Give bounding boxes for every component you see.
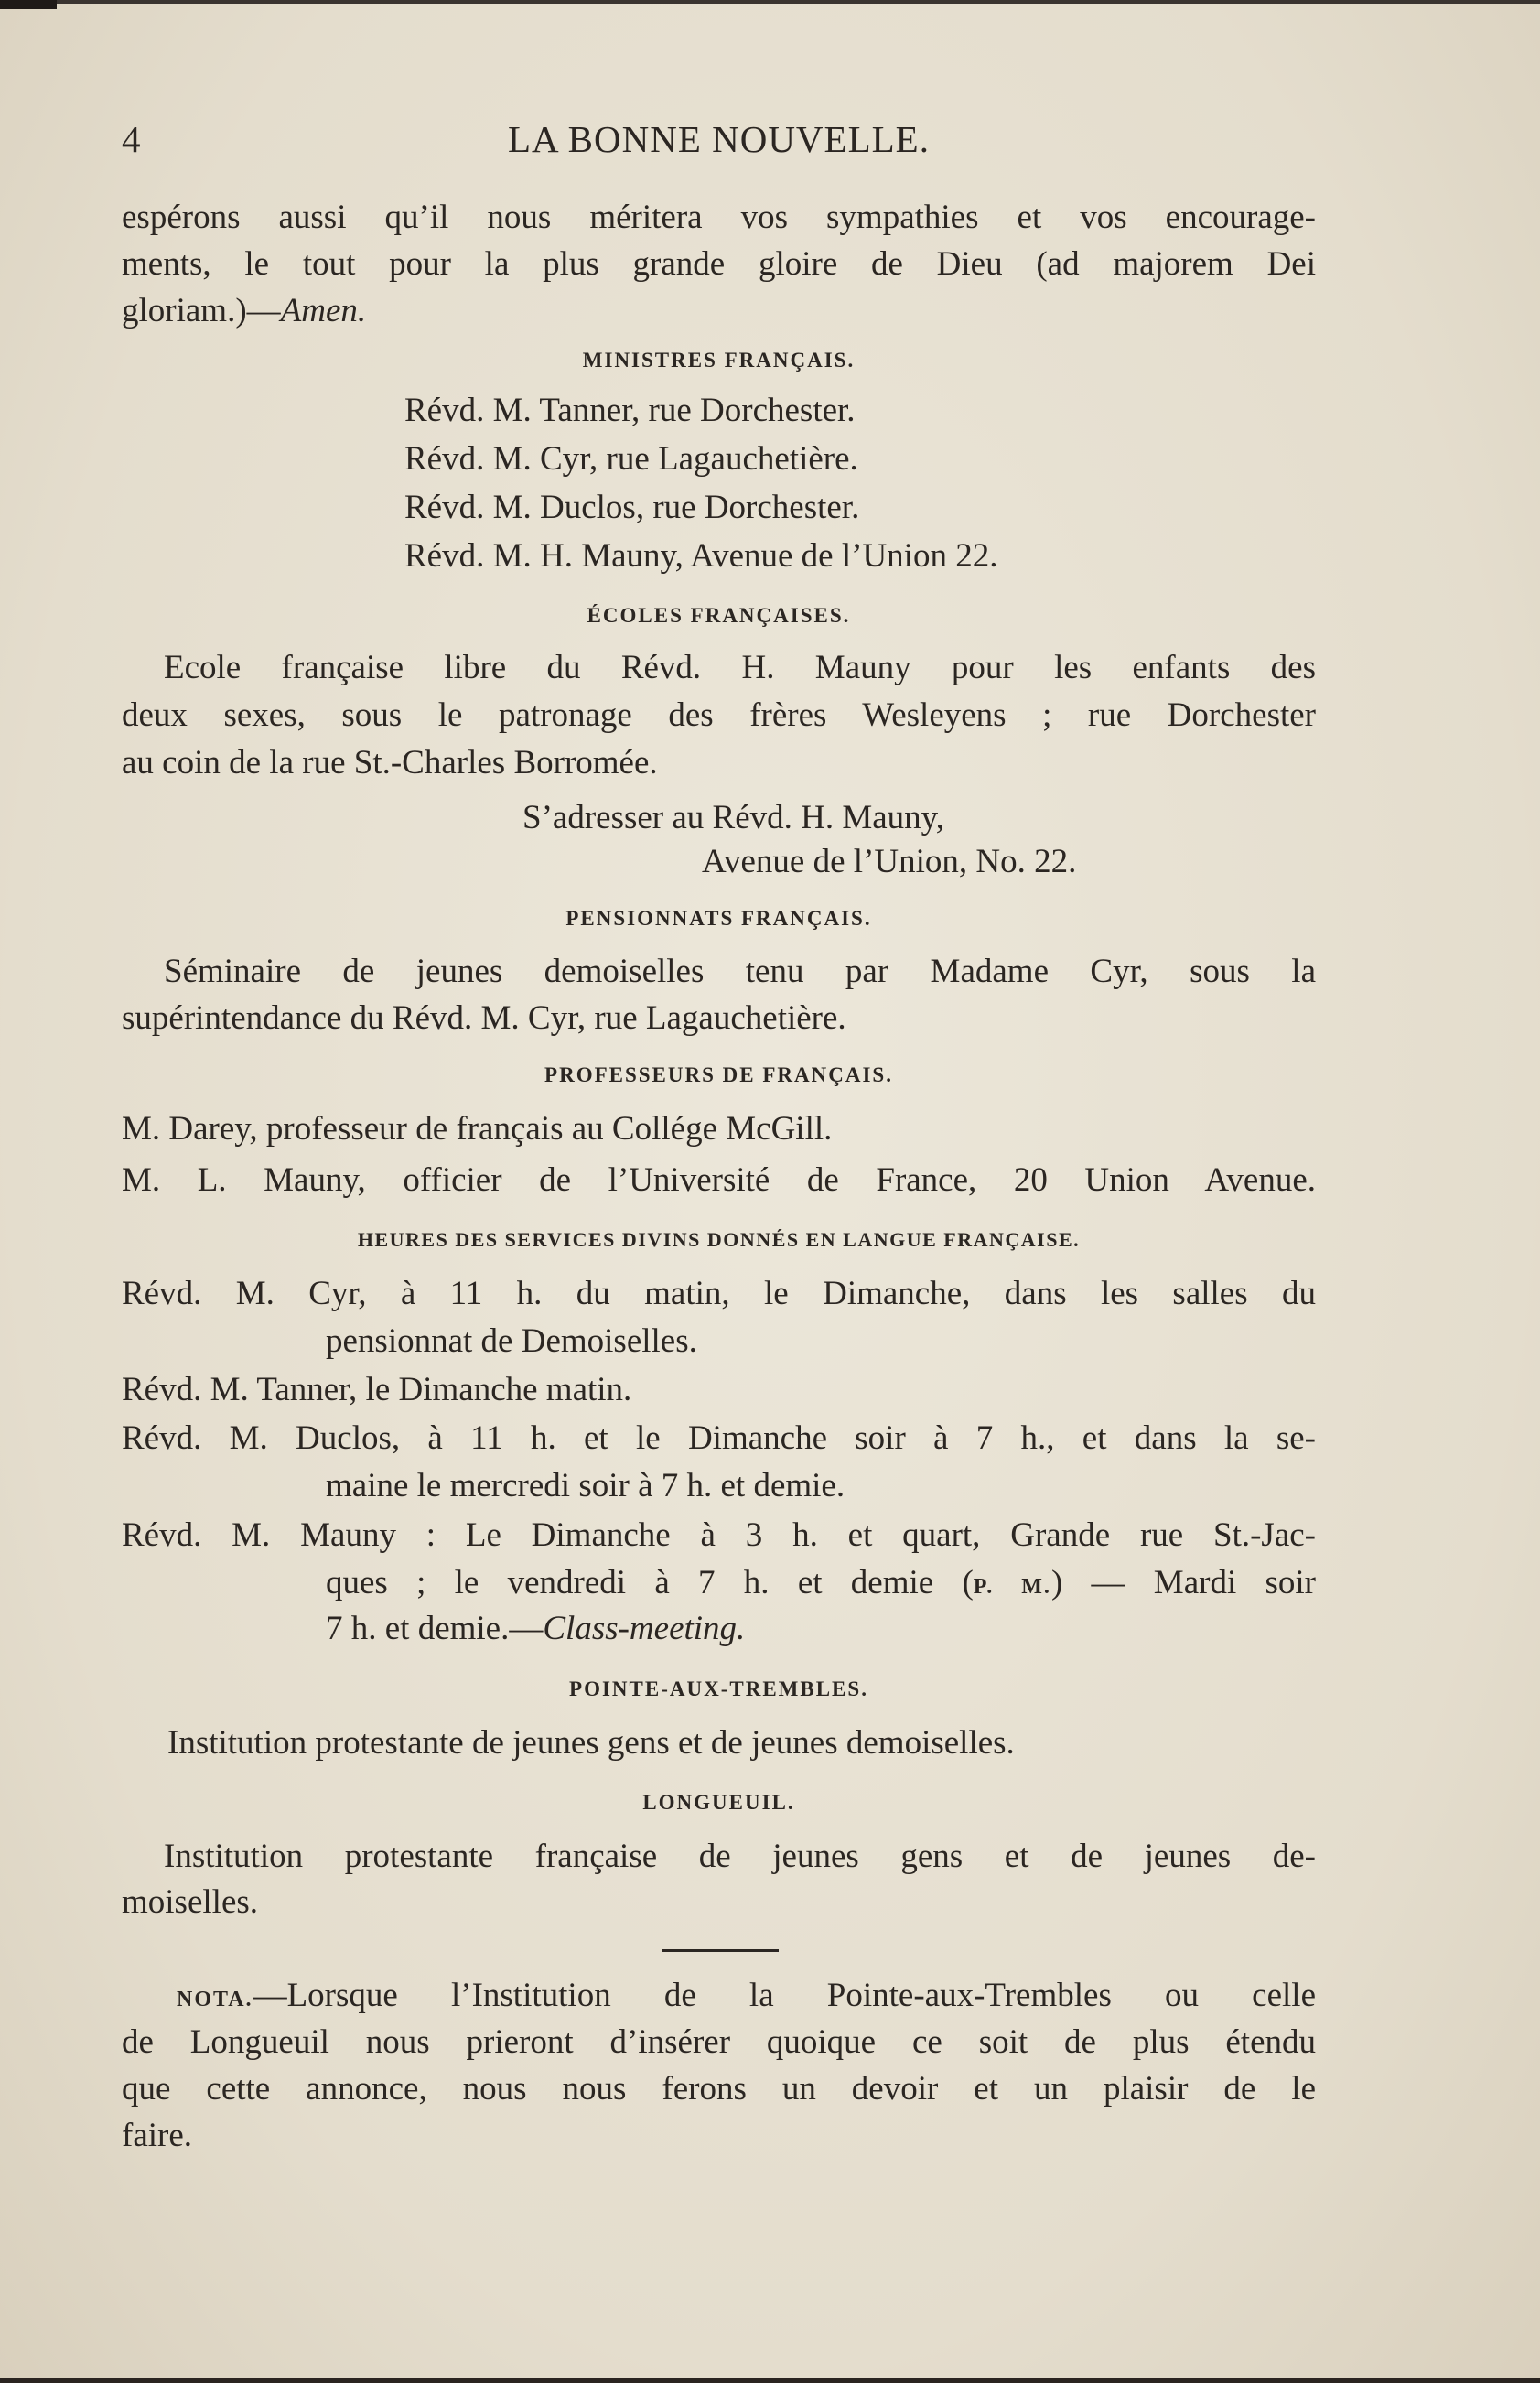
heures-line: Révd. M. Mauny : Le Dimanche à 3 h. et quart, Grande rue St.-Jac- <box>122 1516 1316 1554</box>
longueuil-line: Institution protestante française de jeunes gens et de jeunes de- <box>164 1838 1316 1875</box>
intro-line: ments, le tout pour la plus grande gloire de Dieu (ad majorem Dei <box>122 245 1316 283</box>
heures-line: Révd. M. Duclos, à 11 h. et le Dimanche soir à 7 h., et dans la se- <box>122 1419 1316 1457</box>
ecoles-line: au coin de la rue St.-Charles Borromée. <box>122 744 658 782</box>
pointe-heading: POINTE-AUX-TREMBLES. <box>569 1677 868 1700</box>
pensionnats-line: supérintendance du Révd. M. Cyr, rue Lagauchetière. <box>122 999 846 1037</box>
section-divider <box>662 1949 779 1952</box>
ministres-heading: MINISTRES FRANÇAIS. <box>582 349 856 372</box>
ecoles-address: Avenue de l’Union, No. 22. <box>702 843 1077 880</box>
running-title: LA BONNE NOUVELLE. <box>508 118 930 160</box>
nota-line: de Longueuil nous prieront d’insérer quoique ce soit de plus étendu <box>122 2023 1316 2061</box>
pensionnats-heading: PENSIONNATS FRANÇAIS. <box>565 907 872 930</box>
minister-item: Révd. M. Cyr, rue Lagauchetière. <box>404 440 858 478</box>
minister-item: Révd. M. Tanner, rue Dorchester. <box>404 392 856 429</box>
heures-line: ques ; le vendredi à 7 h. et demie (P. M.) — Mardi soir <box>326 1564 1316 1601</box>
longueuil-heading: LONGUEUIL. <box>642 1791 795 1814</box>
nota-line: faire. <box>122 2117 193 2154</box>
ecoles-heading: ÉCOLES FRANÇAISES. <box>587 604 851 627</box>
pointe-line: Institution protestante de jeunes gens et de jeunes demoiselles. <box>167 1724 1015 1762</box>
professeurs-heading: PROFESSEURS DE FRANÇAIS. <box>544 1063 893 1086</box>
heures-line: maine le mercredi soir à 7 h. et demie. <box>326 1467 845 1504</box>
professeurs-line: M. Darey, professeur de français au Collége McGill. <box>122 1110 833 1148</box>
intro-line: espérons aussi qu’il nous méritera vos sympathies et vos encourage- <box>122 199 1316 236</box>
heures-line: Révd. M. Tanner, le Dimanche matin. <box>122 1371 632 1408</box>
heures-line-closing: 7 h. et demie.—Class-meeting. <box>326 1610 746 1647</box>
page-top-edge <box>0 0 1540 4</box>
minister-item: Révd. M. H. Mauny, Avenue de l’Union 22. <box>404 537 998 575</box>
minister-item: Révd. M. Duclos, rue Dorchester. <box>404 489 860 526</box>
page-bottom-edge <box>0 2378 1540 2383</box>
page-corner-mark <box>0 0 57 9</box>
amen-text: Amen. <box>280 292 367 329</box>
heures-heading: HEURES DES SERVICES DIVINS DONNÉS EN LANGUE FRANÇAISE. <box>357 1228 1081 1251</box>
heures-line: pensionnat de Demoiselles. <box>326 1322 697 1360</box>
nota-label: NOTA. <box>177 1988 253 2011</box>
ecoles-address: S’adresser au Révd. H. Mauny, <box>522 799 945 836</box>
nota-line: que cette annonce, nous nous ferons un devoir et un plaisir de le <box>122 2070 1316 2108</box>
pm-abbrev: P. M. <box>973 1575 1051 1599</box>
nota-line: NOTA.—Lorsque l’Institution de la Pointe-aux-Trembles ou celle <box>177 1977 1316 2014</box>
class-meeting-text: Class-meeting. <box>543 1610 746 1647</box>
page-number: 4 <box>122 118 141 160</box>
pensionnats-line: Séminaire de jeunes demoiselles tenu par Madame Cyr, sous la <box>164 953 1316 990</box>
ecoles-line: deux sexes, sous le patronage des frères Wesleyens ; rue Dorchester <box>122 696 1316 734</box>
page-header <box>122 117 1316 172</box>
professeurs-line: M. L. Mauny, officier de l’Université de France, 20 Union Avenue. <box>122 1161 1316 1199</box>
heures-line: Révd. M. Cyr, à 11 h. du matin, le Dimanche, dans les salles du <box>122 1275 1316 1312</box>
ecoles-line: Ecole française libre du Révd. H. Mauny pour les enfants des <box>164 649 1316 686</box>
intro-line-closing: gloriam.)—Amen. <box>122 292 367 329</box>
longueuil-line: moiselles. <box>122 1883 259 1921</box>
